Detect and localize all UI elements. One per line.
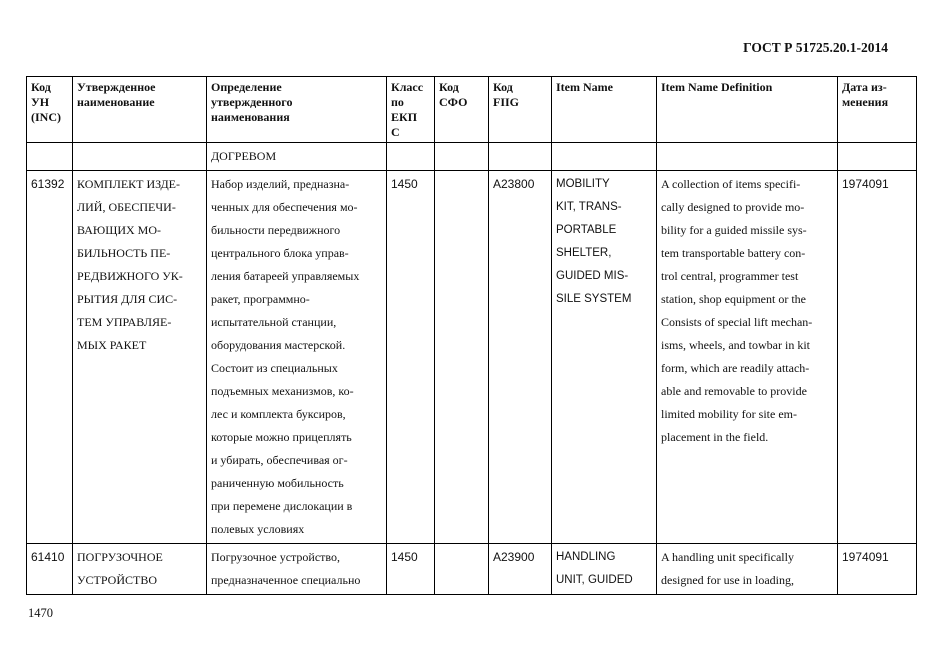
text-line: Набор изделий, предназна- <box>211 177 350 191</box>
document-standard-header: ГОСТ Р 51725.20.1-2014 <box>743 40 888 55</box>
text-line: SILE SYSTEM <box>556 293 632 305</box>
cell-approved-name <box>73 544 207 595</box>
text-line: МЫХ РАКЕТ <box>77 338 147 352</box>
cell-date: 1974091 <box>838 544 917 595</box>
cell-item-name <box>552 544 657 595</box>
text-line: БИЛЬНОСТЬ ПЕ- <box>77 246 171 260</box>
text-line: Утвержденное <box>77 80 156 94</box>
cell-class: 1450 <box>387 544 435 595</box>
text-line: Код <box>31 80 51 94</box>
text-line: GUIDED MIS- <box>556 270 629 282</box>
cell-fiig: A23800 <box>489 171 552 544</box>
header-fiig <box>489 77 552 143</box>
cell-inc: 61410 <box>27 544 73 595</box>
text-line: бильности передвижного <box>211 223 341 237</box>
header-approved-name <box>73 77 207 143</box>
text-line: HANDLING <box>556 551 616 563</box>
text-line: СФО <box>439 95 468 109</box>
text-line: able and removable to provide <box>661 384 807 398</box>
text-line: УСТРОЙСТВО <box>77 573 157 587</box>
text-line: Item Name <box>556 80 613 94</box>
cell-definition <box>207 544 387 595</box>
text-line: ЕКП <box>391 110 418 124</box>
cell-item-definition <box>657 544 838 595</box>
cell-inc: 61392 <box>27 171 73 544</box>
header-date <box>838 77 917 143</box>
text-line: cally designed to provide mo- <box>661 200 805 214</box>
text-line: которые можно прицеплять <box>211 430 352 444</box>
text-line: ТЕМ УПРАВЛЯЕ- <box>77 315 172 329</box>
text-line: центрального блока управ- <box>211 246 349 260</box>
text-line: (INC) <box>31 110 61 124</box>
text-line: limited mobility for site em- <box>661 407 797 421</box>
text-line: подъемных механизмов, ко- <box>211 384 354 398</box>
cell-class: 1450 <box>387 171 435 544</box>
text-line: FIIG <box>493 95 520 109</box>
text-line: placement in the field. <box>661 430 769 444</box>
text-line: предназначенное специально <box>211 573 361 587</box>
header-class <box>387 77 435 143</box>
header-item-definition <box>657 77 838 143</box>
text-line: РЫТИЯ ДЛЯ СИС- <box>77 292 178 306</box>
cell-sfo <box>435 544 489 595</box>
text-line: Consists of special lift mechan- <box>661 315 813 329</box>
text-line: Код <box>439 80 459 94</box>
header-definition <box>207 77 387 143</box>
text-line: ления батареей управляемых <box>211 269 360 283</box>
text-line: по <box>391 95 404 109</box>
text-line: KIT, TRANS- <box>556 201 622 213</box>
text-line: Дата из- <box>842 80 887 94</box>
cell-sfo <box>435 171 489 544</box>
text-line: раниченную мобильность <box>211 476 344 490</box>
cell-date: 1974091 <box>838 171 917 544</box>
cell-definition <box>207 171 387 544</box>
text-line: PORTABLE <box>556 224 617 236</box>
text-line: при перемене дислокации в <box>211 499 353 513</box>
text-line: КОМПЛЕКТ ИЗДЕ- <box>77 177 180 191</box>
table-header-row <box>27 77 917 143</box>
text-line: Код <box>493 80 513 94</box>
page-number: 1470 <box>28 606 53 620</box>
header-item-name <box>552 77 657 143</box>
continuation-definition-text: ДОГРЕВОМ <box>207 143 387 171</box>
text-line: ВАЮЩИХ МО- <box>77 223 162 237</box>
text-line: trol central, programmer test <box>661 269 799 283</box>
continuation-row <box>27 143 917 171</box>
cell-fiig: A23900 <box>489 544 552 595</box>
text-line: SHELTER, <box>556 247 612 259</box>
text-line: tem transportable battery con- <box>661 246 806 260</box>
text-line: менения <box>842 95 889 109</box>
text-line: РЕДВИЖНОГО УК- <box>77 269 183 283</box>
text-line: Состоит из специальных <box>211 361 338 375</box>
cell-item-definition <box>657 171 838 544</box>
text-line: Класс <box>391 80 424 94</box>
text-line: и убирать, обеспечивая ог- <box>211 453 348 467</box>
text-line: ЛИЙ, ОБЕСПЕЧИ- <box>77 200 176 214</box>
text-line: ракет, программно- <box>211 292 310 306</box>
table-row <box>27 171 917 544</box>
text-line: С <box>391 125 400 139</box>
text-line: УН <box>31 95 50 109</box>
table-row <box>27 544 917 595</box>
header-sfo <box>435 77 489 143</box>
text-line: A collection of items specifi- <box>661 177 801 191</box>
text-line: ченных для обеспечения мо- <box>211 200 358 214</box>
text-line: испытательной станции, <box>211 315 337 329</box>
text-line: Определение <box>211 80 282 94</box>
text-line: Погрузочное устройство, <box>211 550 341 564</box>
text-line: MOBILITY <box>556 178 610 190</box>
cell-approved-name <box>73 171 207 544</box>
text-line: ПОГРУЗОЧНОЕ <box>77 550 163 564</box>
text-line: bility for a guided missile sys- <box>661 223 807 237</box>
gost-catalog-table <box>26 76 917 595</box>
text-line: UNIT, GUIDED <box>556 574 633 586</box>
text-line: наименование <box>77 95 155 109</box>
text-line: лес и комплекта буксиров, <box>211 407 346 421</box>
header-inc <box>27 77 73 143</box>
cell-item-name <box>552 171 657 544</box>
text-line: полевых условиях <box>211 522 305 536</box>
text-line: Item Name Definition <box>661 80 773 94</box>
text-line: form, which are readily attach- <box>661 361 810 375</box>
text-line: оборудования мастерской. <box>211 338 346 352</box>
text-line: A handling unit specifically <box>661 550 794 564</box>
text-line: утвержденного <box>211 95 293 109</box>
text-line: isms, wheels, and towbar in kit <box>661 338 810 352</box>
text-line: station, shop equipment or the <box>661 292 806 306</box>
text-line: наименования <box>211 110 290 124</box>
text-line: designed for use in loading, <box>661 573 794 587</box>
